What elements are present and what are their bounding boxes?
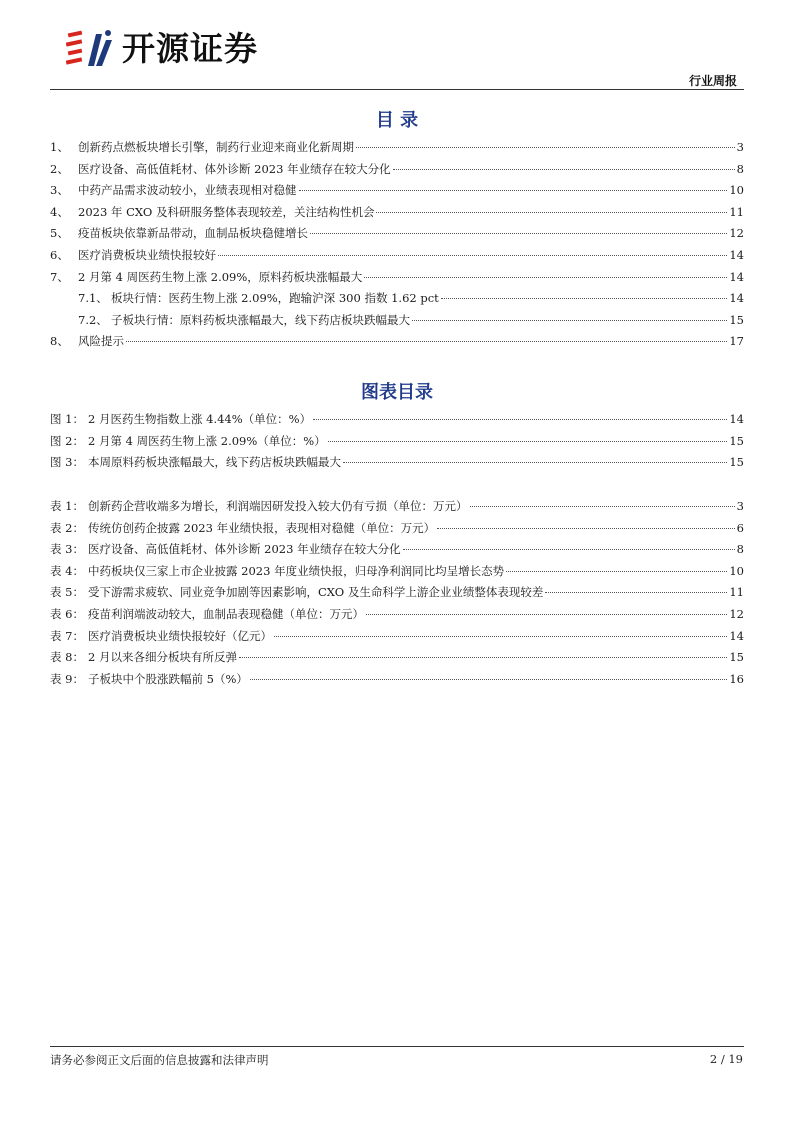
entry-page: 3 [736,140,744,154]
dot-leader [364,277,727,278]
table-entry[interactable] [50,669,744,691]
table-entry[interactable] [50,518,744,540]
toc-entry[interactable] [50,245,744,267]
dot-leader [250,679,727,680]
entry-title: 板块行情：医药生物上涨 2.09%，跑输沪深 300 指数 1.62 pct [111,291,439,306]
dot-leader [412,320,727,321]
entry-title: 2 月第 4 周医药生物上涨 2.09%（单位：%） [88,433,326,448]
dot-leader [356,147,735,148]
toc-title: 目 录 [375,110,419,131]
entry-title: 疫苗利润端波动较大，血制品表现稳健（单位：万元） [88,606,364,621]
entry-page: 15 [729,455,744,470]
dot-leader [313,419,727,420]
entry-number: 表 3： [50,542,84,557]
toc-entry[interactable] [50,137,744,159]
entry-number: 表 6： [50,606,84,621]
entry-title: 医疗消费板块业绩快报较好（亿元） [88,628,272,643]
dot-leader [299,190,728,191]
dot-leader [126,341,727,342]
report-type-label: 行业周报 [688,74,737,88]
toc-entry[interactable] [50,223,744,245]
entry-title: 2 月医药生物指数上涨 4.44%（单位：%） [88,412,312,426]
entry-page: 12 [729,606,744,621]
entry-number: 表 5： [50,585,84,600]
entry-number: 图 3： [50,455,84,470]
table-entry[interactable] [50,626,744,648]
dot-leader [218,255,727,256]
dot-leader [343,462,727,463]
toc-entry[interactable] [50,180,744,202]
entry-number: 8、 [50,334,69,349]
entry-page: 11 [729,585,744,600]
entry-number: 图 1： [50,412,84,426]
entry-page: 6 [736,520,744,535]
entry-title: 2 月第 4 周医药生物上涨 2.09%，原料药板块涨幅最大 [78,269,363,284]
entry-page: 14 [729,412,744,426]
entry-title: 创新药点燃板块增长引擎，制药行业迎来商业化新周期 [78,140,354,154]
toc-entry[interactable] [50,310,744,332]
footer-divider [50,1046,744,1047]
entry-number: 图 2： [50,433,84,448]
entry-page: 14 [729,269,744,284]
entry-number: 表 2： [50,520,84,535]
company-logo [66,26,258,72]
dot-leader [545,592,727,593]
entry-page: 11 [729,204,744,219]
entry-title: 疫苗板块依靠新品带动，血制品板块稳健增长 [78,226,308,241]
kaiyuan-logo-icon [66,26,114,72]
entry-number: 3、 [50,183,69,198]
entry-number: 7.1、 [78,291,108,306]
entry-page: 12 [729,226,744,241]
dot-leader [506,571,727,572]
entry-page: 3 [736,499,744,513]
entry-number: 1、 [50,140,69,154]
entry-title: 受下游需求疲软、同业竞争加剧等因素影响，CXO 及生命科学上游企业业绩整体表现较差 [88,585,544,600]
entry-number: 4、 [50,204,69,219]
figure-entry[interactable] [50,452,744,474]
entry-page: 16 [729,671,744,686]
entry-number: 5、 [50,226,69,241]
toc-entry[interactable] [50,288,744,310]
entry-page: 14 [729,291,744,306]
entry-number: 2、 [50,161,69,176]
entry-number: 表 7： [50,628,84,643]
entry-number: 表 8： [50,650,84,665]
entry-page: 15 [729,650,744,665]
dot-leader [437,528,735,529]
entry-page: 14 [729,247,744,262]
entry-title: 医疗设备、高低值耗材、体外诊断 2023 年业绩存在较大分化 [88,542,401,557]
toc-entry[interactable] [50,267,744,289]
entry-page: 17 [729,334,744,349]
entry-number: 表 9： [50,671,84,686]
entry-number: 表 1： [50,499,84,513]
entry-title: 创新药企营收端多为增长，利润端因研发投入较大仍有亏损（单位：万元） [88,499,468,513]
footer-disclaimer: 请务必参阅正文后面的信息披露和法律声明 [50,1053,269,1067]
table-entry[interactable] [50,647,744,669]
entry-number: 7.2、 [78,312,108,327]
entry-page: 15 [729,312,744,327]
dot-leader [274,636,727,637]
entry-title: 医疗设备、高低值耗材、体外诊断 2023 年业绩存在较大分化 [78,161,391,176]
entry-page: 10 [729,563,744,578]
toc-entry[interactable] [50,331,744,353]
entry-number: 6、 [50,247,69,262]
dot-leader [470,506,735,507]
entry-title: 传统仿创药企披露 2023 年业绩快报，表现相对稳健（单位：万元） [88,520,436,535]
entry-title: 中药产品需求波动较小，业绩表现相对稳健 [78,183,297,198]
table-list [50,496,744,690]
table-entry[interactable] [50,496,744,518]
dot-leader [239,657,727,658]
entry-page: 8 [736,542,744,557]
entry-number: 7、 [50,269,69,284]
table-entry[interactable] [50,539,744,561]
entry-title: 中药板块仅三家上市企业披露 2023 年度业绩快报，归母净利润同比均呈增长态势 [88,563,505,578]
figure-entry[interactable] [50,409,744,431]
entry-title: 医疗消费板块业绩快报较好 [78,247,216,262]
dot-leader [376,212,727,213]
figures-title: 图表目录 [361,382,433,403]
figure-entry[interactable] [50,431,744,453]
entry-title: 风险提示 [78,334,124,349]
toc-entry[interactable] [50,159,744,181]
entry-page: 15 [729,433,744,448]
entry-title: 子板块行情：原料药板块涨幅最大，线下药店板块跌幅最大 [111,312,410,327]
page-number: 2 / 19 [709,1052,743,1066]
header-divider [50,89,744,90]
entry-title: 子板块中个股涨跌幅前 5（%） [88,671,248,686]
table-entry[interactable] [50,582,744,604]
entry-page: 10 [729,183,744,198]
entry-title: 2 月以来各细分板块有所反弹 [88,650,237,665]
dot-leader [366,614,727,615]
dot-leader [310,233,727,234]
entry-page: 8 [736,161,744,176]
toc-entry[interactable] [50,202,744,224]
entry-title: 2023 年 CXO 及科研服务整体表现较差，关注结构性机会 [78,204,375,219]
table-entry[interactable] [50,604,744,626]
company-name: 开源证券 [122,29,258,68]
dot-leader [441,298,728,299]
entry-title: 本周原料药板块涨幅最大，线下药店板块跌幅最大 [88,455,341,470]
dot-leader [403,549,735,550]
toc-list [50,137,744,353]
figure-list [50,409,744,474]
entry-page: 14 [729,628,744,643]
dot-leader [393,169,735,170]
entry-number: 表 4： [50,563,84,578]
dot-leader [328,441,728,442]
table-entry[interactable] [50,561,744,583]
